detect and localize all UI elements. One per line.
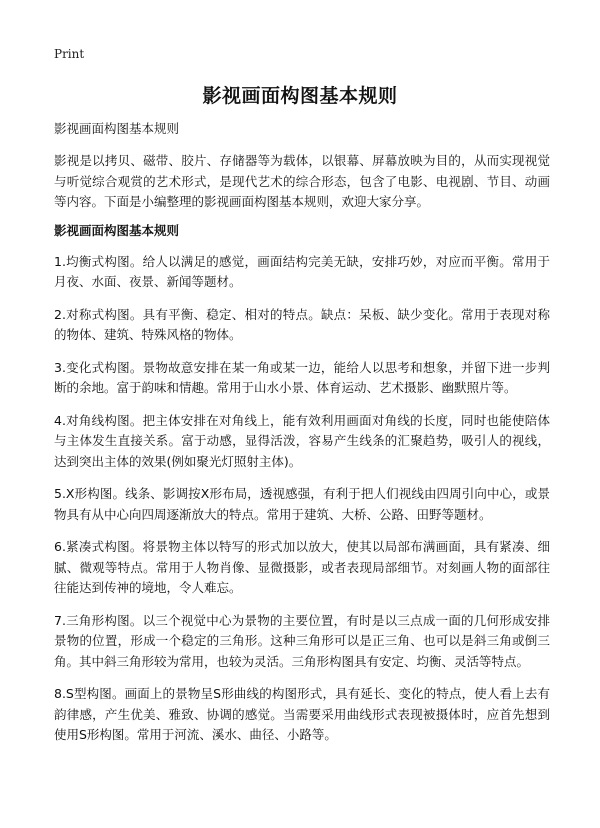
rule-paragraph-compact: 6.紧凑式构图。将景物主体以特写的形式加以放大，使其以局部布满画面，具有紧凑、细腻、微观等特点。常用于人物肖像、显微摄影，或者表现局部细节。对刻画人物的面部往往能达到传神的境地，令人难忘。 bbox=[54, 539, 550, 595]
rule-paragraph-x-shape: 5.X形构图。线条、影调按X形布局，透视感强，有利于把人们视线由四周引向中心，或景物具有从中心向四周逐渐放大的特点。常用于建筑、大桥、公路、田野等题材。 bbox=[54, 486, 550, 522]
rule-paragraph-diagonal: 4.对角线构图。把主体安排在对角线上，能有效利用画面对角线的长度，同时也能使陪体与主体发生直接关系。富于动感，显得活泼，容易产生线条的汇聚趋势，吸引人的视线，达到突出主体的效果(例如聚光灯照射主体)。 bbox=[54, 412, 550, 469]
document-body bbox=[54, 119, 550, 758]
rule-paragraph-symmetric: 2.对称式构图。具有平衡、稳定、相对的特点。缺点：呆板、缺少变化。常用于表现对称的物体、建筑、特殊风格的物体。 bbox=[54, 306, 550, 342]
section-heading: 影视画面构图基本规则 bbox=[54, 222, 180, 238]
intro-paragraph: 影视是以拷贝、磁带、胶片、存储器等为载体，以银幕、屏幕放映为目的，从而实现视觉与听觉综合观赏的艺术形式，是现代艺术的综合形态，包含了电影、电视剧、节目、动画等内容。下面是小编整理的影视画面构图基本规则，欢迎大家分享。 bbox=[54, 153, 550, 209]
rule-paragraph-s-shape: 8.S型构图。画面上的景物呈S形曲线的构图形式，具有延长、变化的特点，使人看上去有韵律感，产生优美、雅致、协调的感觉。当需要采用曲线形式表现被摄体时，应首先想到使用S形构图。常用于河流、溪水、曲径、小路等。 bbox=[54, 686, 550, 742]
print-link[interactable]: Print bbox=[54, 47, 85, 61]
rule-paragraph-varied: 3.变化式构图。景物故意安排在某一角或某一边，能给人以思考和想象，并留下进一步判断的余地。富于韵味和情趣。常用于山水小景、体育运动、艺术摄影、幽默照片等。 bbox=[54, 359, 550, 395]
rule-paragraph-balanced: 1.均衡式构图。给人以满足的感觉，画面结构完美无缺，安排巧妙，对应而平衡。常用于月夜、水面、夜景、新闻等题材。 bbox=[54, 253, 550, 289]
page-title: 影视画面构图基本规则 bbox=[202, 85, 398, 107]
rule-paragraph-triangle: 7.三角形构图。以三个视觉中心为景物的主要位置，有时是以三点成一面的几何形成安排景物的位置，形成一个稳定的三角形。这种三角形可以是正三角、也可以是斜三角或倒三角。其中斜三角形较为常用，也较为灵活。三角形构图具有安定、均衡、灵活等特点。 bbox=[54, 612, 550, 669]
document-subtitle: 影视画面构图基本规则 bbox=[54, 121, 180, 136]
